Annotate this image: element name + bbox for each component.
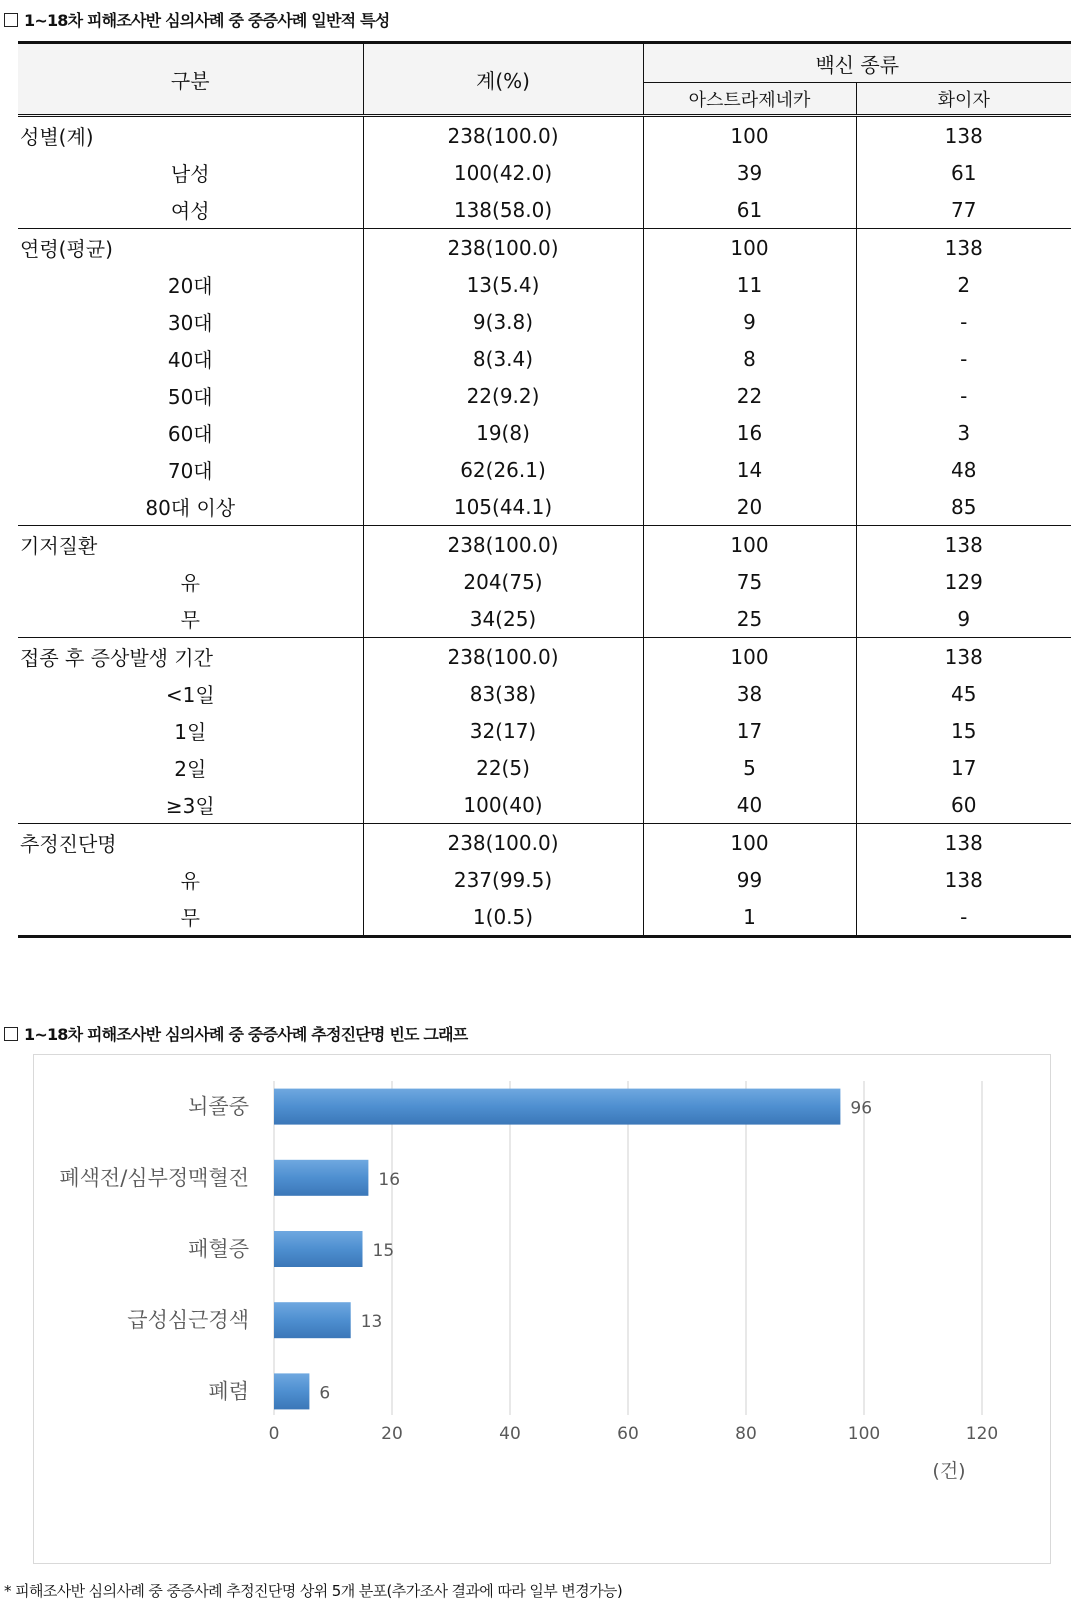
- x-tick-label: 120: [965, 1424, 999, 1444]
- header-total: 계(%): [363, 43, 643, 116]
- table-body: [18, 116, 1071, 937]
- row-az: 75: [643, 563, 856, 600]
- row-label: 80대 이상: [145, 496, 236, 520]
- row-label: 남성: [170, 162, 210, 186]
- row-label: 여성: [170, 199, 210, 223]
- x-tick-label: 80: [735, 1424, 757, 1444]
- row-label: 무: [180, 608, 200, 632]
- row-label: 40대: [167, 348, 213, 372]
- row-az: 5: [643, 749, 856, 786]
- bar: [274, 1302, 351, 1338]
- table-group-row: [18, 116, 1071, 155]
- data-label: 96: [850, 1098, 873, 1119]
- table-group-row: [18, 229, 1071, 267]
- table-row: [18, 154, 1071, 191]
- table-row: [18, 303, 1071, 340]
- bar: [274, 1373, 309, 1409]
- table-row: [18, 191, 1071, 229]
- table-title-text: 1~18차 피해조사반 심의사례 중 중증사례 일반적 특성: [24, 11, 390, 30]
- table-row: [18, 340, 1071, 377]
- row-pfizer: -: [856, 898, 1071, 937]
- data-label: 13: [360, 1312, 383, 1333]
- row-az: 40: [643, 786, 856, 824]
- row-label: 1일: [174, 720, 207, 744]
- row-pfizer: -: [856, 340, 1071, 377]
- row-az: 17: [643, 712, 856, 749]
- row-total: 100(42.0): [363, 154, 643, 191]
- row-total: 238(100.0): [363, 638, 643, 676]
- row-total: 237(99.5): [363, 861, 643, 898]
- header-vaccine-group: 백신 종류: [643, 43, 1071, 83]
- row-label: 2일: [174, 757, 207, 781]
- row-az: 25: [643, 600, 856, 638]
- row-az: 8: [643, 340, 856, 377]
- row-total: 22(5): [363, 749, 643, 786]
- x-tick-label: 20: [381, 1424, 403, 1444]
- row-az: 22: [643, 377, 856, 414]
- header-az: 아스트라제네카: [643, 83, 856, 116]
- table-row: [18, 749, 1071, 786]
- table-row: [18, 414, 1071, 451]
- table-row: [18, 786, 1071, 824]
- table-group-row: [18, 824, 1071, 862]
- unit-label: (건): [932, 1460, 966, 1482]
- row-label: 20대: [167, 274, 213, 298]
- row-total: 34(25): [363, 600, 643, 638]
- row-label: 연령(평균): [18, 229, 363, 267]
- row-total: 238(100.0): [363, 116, 643, 155]
- checkbox-square-icon: [4, 13, 18, 27]
- row-az: 11: [643, 266, 856, 303]
- row-total: 238(100.0): [363, 526, 643, 564]
- x-tick-label: 0: [268, 1424, 280, 1444]
- row-label: 무: [18, 898, 363, 937]
- bar: [274, 1231, 363, 1267]
- row-label: 유: [180, 571, 200, 595]
- row-az: 16: [643, 414, 856, 451]
- row-az: 39: [643, 154, 856, 191]
- diagnosis-bar-chart: [33, 1054, 1051, 1564]
- row-label: 30대: [167, 311, 213, 335]
- row-label: 접종 후 증상발생 기간: [18, 638, 363, 676]
- row-az: 1: [643, 898, 856, 937]
- table-row: [18, 675, 1071, 712]
- row-total: 19(8): [363, 414, 643, 451]
- row-pfizer: 77: [856, 191, 1071, 229]
- row-label: 50대: [167, 385, 213, 409]
- header-category: 구분: [18, 43, 363, 116]
- row-total: 138(58.0): [363, 191, 643, 229]
- row-az: 38: [643, 675, 856, 712]
- row-az: 61: [643, 191, 856, 229]
- row-pfizer: 3: [856, 414, 1071, 451]
- row-total: 1(0.5): [363, 898, 643, 937]
- chart-title: [4, 1022, 467, 1045]
- table-title: [4, 8, 389, 31]
- bar: [274, 1089, 840, 1125]
- row-total: 22(9.2): [363, 377, 643, 414]
- chart-title-text: 1~18차 피해조사반 심의사례 중 중증사례 추정진단명 빈도 그래프: [24, 1025, 468, 1044]
- row-total: 9(3.8): [363, 303, 643, 340]
- header-pfizer: 화이자: [856, 83, 1071, 116]
- row-label: <1일: [165, 683, 215, 707]
- row-total: 238(100.0): [363, 229, 643, 267]
- row-az: 100: [643, 526, 856, 564]
- row-label: 70대: [167, 459, 213, 483]
- row-label: 기저질환: [18, 526, 363, 564]
- table-row: [18, 488, 1071, 526]
- table-group-row: [18, 526, 1071, 564]
- x-tick-label: 40: [499, 1424, 521, 1444]
- category-label: 급성심근경색: [127, 1308, 249, 1333]
- row-label: 성별(계): [18, 116, 363, 155]
- table-row: [18, 451, 1071, 488]
- row-pfizer: 138: [856, 824, 1071, 862]
- row-az: 20: [643, 488, 856, 526]
- row-total: 13(5.4): [363, 266, 643, 303]
- row-pfizer: 17: [856, 749, 1071, 786]
- row-pfizer: 9: [856, 600, 1071, 638]
- data-label: 15: [372, 1241, 395, 1261]
- row-pfizer: 45: [856, 675, 1071, 712]
- row-label: ≥3일: [165, 794, 215, 818]
- data-label: 16: [378, 1169, 401, 1190]
- bar: [274, 1160, 368, 1196]
- row-total: 62(26.1): [363, 451, 643, 488]
- x-tick-label: 100: [847, 1424, 881, 1444]
- row-total: 204(75): [363, 563, 643, 600]
- x-tick-label: 60: [617, 1424, 639, 1444]
- row-label: 유: [180, 869, 200, 893]
- chart-svg: [34, 1055, 1052, 1565]
- table-row: [18, 600, 1071, 638]
- row-az: 100: [643, 229, 856, 267]
- row-pfizer: 2: [856, 266, 1071, 303]
- table-row: [18, 861, 1071, 898]
- row-pfizer: 138: [856, 526, 1071, 564]
- category-label: 폐렴: [208, 1379, 249, 1404]
- row-total: 105(44.1): [363, 488, 643, 526]
- row-pfizer: 60: [856, 786, 1071, 824]
- row-az: 9: [643, 303, 856, 340]
- table-row: [18, 266, 1071, 303]
- row-pfizer: 138: [856, 229, 1071, 267]
- row-pfizer: -: [856, 377, 1071, 414]
- row-az: 100: [643, 824, 856, 862]
- row-total: 8(3.4): [363, 340, 643, 377]
- table-row: [18, 712, 1071, 749]
- row-pfizer: -: [856, 303, 1071, 340]
- row-az: 100: [643, 116, 856, 155]
- row-pfizer: 138: [856, 638, 1071, 676]
- category-label: 폐색전/심부정맥혈전: [59, 1165, 249, 1190]
- row-total: 83(38): [363, 675, 643, 712]
- footnote: * 피해조사반 심의사례 중 중증사례 추정진단명 상위 5개 분포(추가조사 결과에 따라 일부 변경가능): [4, 1582, 623, 1600]
- row-pfizer: 138: [856, 861, 1071, 898]
- row-pfizer: 129: [856, 563, 1071, 600]
- row-total: 238(100.0): [363, 824, 643, 862]
- row-label: 추정진단명: [18, 824, 363, 862]
- characteristics-table: [18, 41, 1071, 938]
- checkbox-square-icon: [4, 1027, 18, 1041]
- row-total: 32(17): [363, 712, 643, 749]
- row-az: 100: [643, 638, 856, 676]
- row-label: 60대: [167, 422, 213, 446]
- data-label: 6: [319, 1383, 331, 1404]
- table-row: [18, 377, 1071, 414]
- row-total: 100(40): [363, 786, 643, 824]
- row-pfizer: 85: [856, 488, 1071, 526]
- row-az: 99: [643, 861, 856, 898]
- category-label: 패혈증: [188, 1237, 249, 1261]
- row-pfizer: 138: [856, 116, 1071, 155]
- row-pfizer: 15: [856, 712, 1071, 749]
- table-row: [18, 563, 1071, 600]
- row-az: 14: [643, 451, 856, 488]
- table-group-row: [18, 638, 1071, 676]
- table-row: [18, 898, 1071, 937]
- row-pfizer: 61: [856, 154, 1071, 191]
- row-pfizer: 48: [856, 451, 1071, 488]
- category-label: 뇌졸중: [188, 1094, 249, 1119]
